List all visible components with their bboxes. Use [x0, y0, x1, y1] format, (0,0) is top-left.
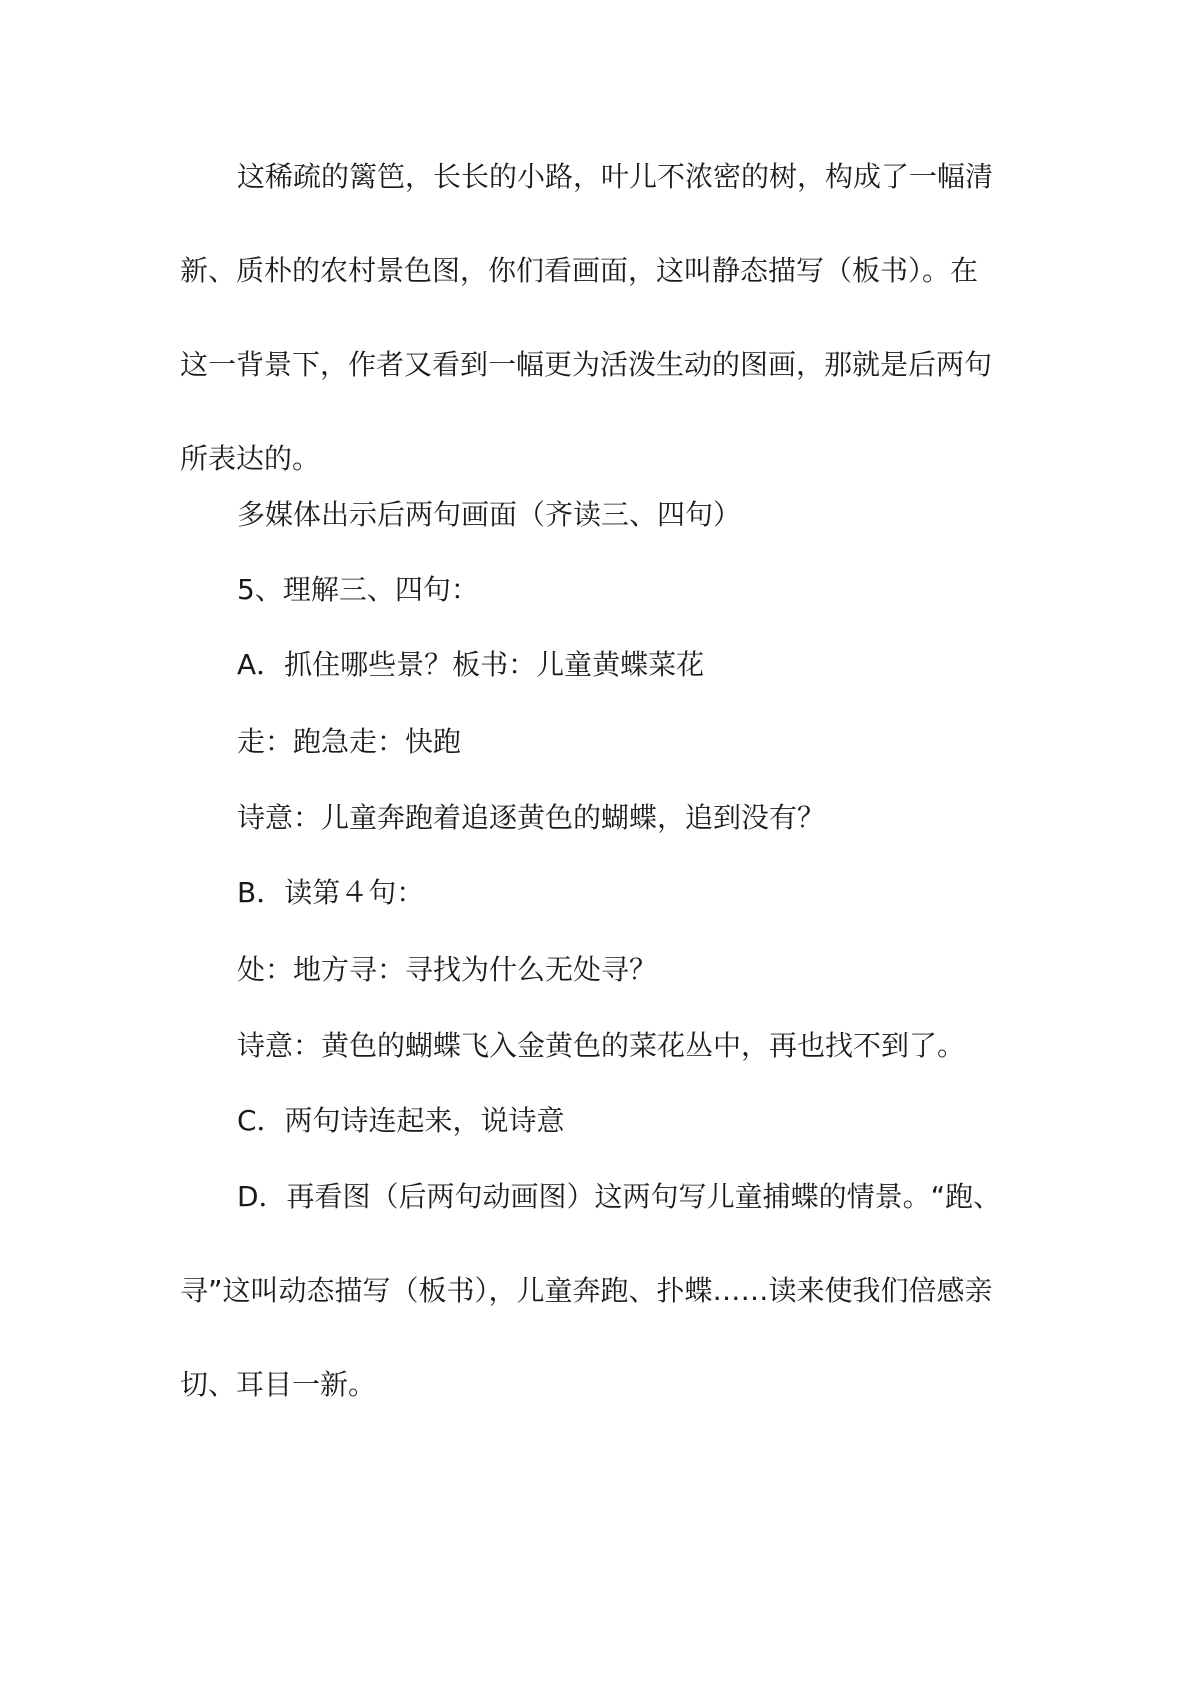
- zou-line: 走：跑急走：快跑: [237, 725, 462, 758]
- shiyi-line-1: 诗意：儿童奔跑着追逐黄色的蝴蝶，追到没有？: [237, 801, 826, 834]
- text-line: 这一背景下，作者又看到一幅更为活泼生动的图画，那就是后两句: [180, 348, 993, 381]
- text-line: 这稀疏的篱笆，长长的小路，叶儿不浓密的树，构成了一幅清: [237, 160, 994, 193]
- text-line: 新、质朴的农村景色图，你们看画面，这叫静态描写（板书）。在: [180, 254, 979, 287]
- text-line: 所表达的。: [180, 442, 321, 475]
- shiyi-line-2: 诗意：黄色的蝴蝶飞入金黄色的菜花丛中，再也找不到了。: [237, 1029, 966, 1062]
- understand-heading: 5、理解三、四句：: [237, 573, 479, 606]
- item-a-line: A．抓住哪些景？板书：儿童黄蝶菜花: [237, 648, 705, 681]
- text-line: 切、耳目一新。: [180, 1368, 377, 1401]
- paragraph-item-d: [180, 1150, 1040, 1432]
- item-b-line: B．读第４句：: [237, 876, 425, 909]
- text-line: 寻”这叫动态描写（板书），儿童奔跑、扑蝶……读来使我们倍感亲: [180, 1274, 993, 1307]
- chu-line: 处：地方寻：寻找为什么无处寻？: [237, 953, 658, 986]
- paragraph-static-description: [180, 130, 1040, 506]
- multimedia-line: 多媒体出示后两句画面（齐读三、四句）: [237, 498, 742, 531]
- text-line: D．再看图（后两句动画图）这两句写儿童捕蝶的情景。“跑、: [237, 1180, 1002, 1213]
- item-c-line: C．两句诗连起来，说诗意: [237, 1104, 565, 1137]
